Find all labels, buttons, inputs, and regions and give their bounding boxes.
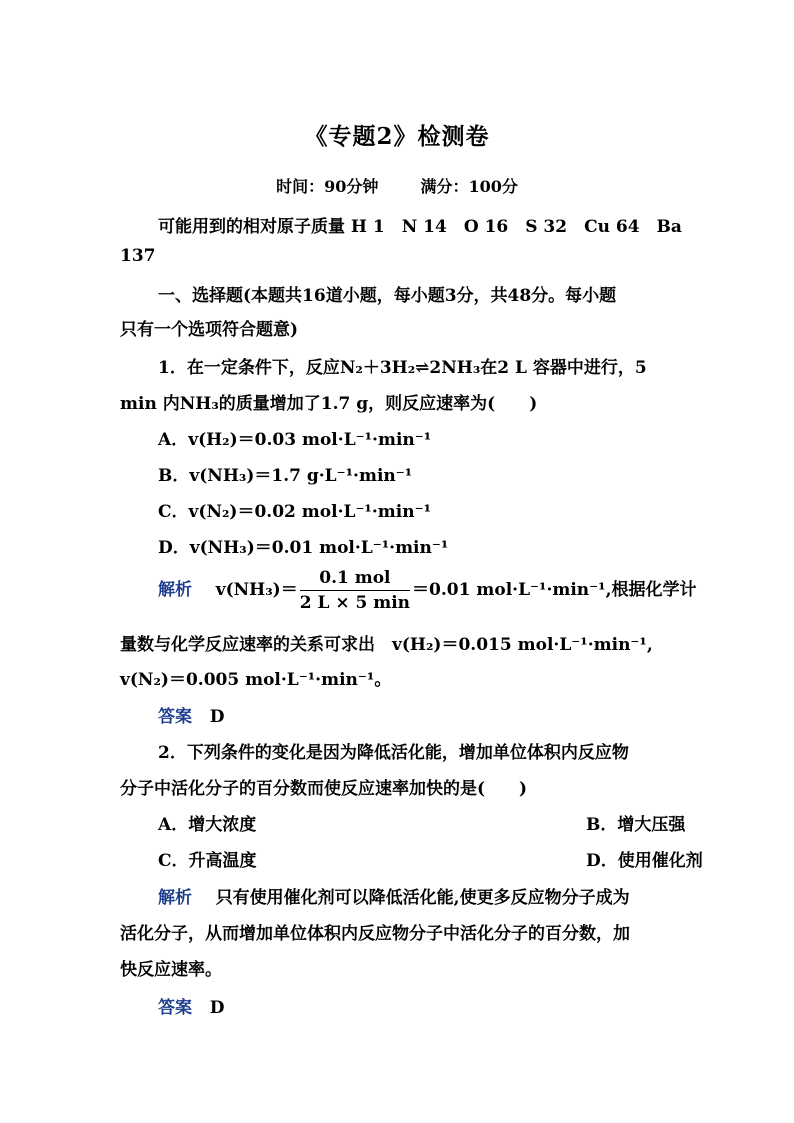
time-limit: 时间：90分钟 — [276, 177, 379, 196]
fraction-numerator: 0.1 mol — [300, 568, 410, 591]
q1-option-c: C．v(N₂)＝0.02 mol·L⁻¹·min⁻¹ — [158, 502, 432, 522]
q2-answer — [158, 993, 718, 1018]
q1-option-d: D．v(NH₃)＝0.01 mol·L⁻¹·min⁻¹ — [158, 538, 449, 558]
q1-option-b: B．v(NH₃)＝1.7 g·L⁻¹·min⁻¹ — [158, 466, 413, 486]
analysis-label: 解析 — [158, 580, 192, 600]
q1-analysis-line-2: 量数与化学反应速率的关系可求出 v(H₂)＝0.015 mol·L⁻¹·min⁻¹, — [120, 635, 653, 655]
answer-label: 答案 — [158, 998, 192, 1018]
section-heading-line-2: 只有一个选项符合题意) — [120, 320, 299, 340]
q2-option-a: A．增大浓度 — [158, 815, 257, 835]
q2-stem-line-2: 分子中活化分子的百分数而使反应速率加快的是( ) — [120, 779, 528, 799]
analysis-formula-pre: v(NH₃)＝ — [215, 580, 298, 600]
page-title: 《专题2》检测卷 — [304, 123, 490, 150]
q2-option-b: B．增大压强 — [586, 815, 686, 835]
answer-value: D — [209, 707, 225, 727]
atomic-mass-line-1: 可能用到的相对原子质量 H 1 N 14 O 16 S 32 Cu 64 Ba — [158, 217, 682, 237]
q2-analysis-line-3: 快反应速率。 — [120, 960, 222, 980]
q2-option-row-1 — [158, 810, 718, 835]
analysis-label: 解析 — [158, 888, 192, 908]
q2-option-d: D．使用催化剂 — [586, 851, 703, 871]
answer-value: D — [209, 998, 225, 1018]
q2-stem-line-1: 2．下列条件的变化是因为降低活化能，增加单位体积内反应物 — [158, 743, 629, 763]
q2-option-c: C．升高温度 — [158, 851, 257, 871]
q1-stem-line-1: 1．在一定条件下，反应N₂＋3H₂⇌2NH₃在2 L 容器中进行，5 — [158, 358, 647, 378]
q2-analysis-line-2: 活化分子，从而增加单位体积内反应物分子中活化分子的百分数，加 — [120, 924, 630, 944]
q1-option-a: A．v(H₂)＝0.03 mol·L⁻¹·min⁻¹ — [158, 430, 432, 450]
q1-analysis-line-3: v(N₂)＝0.005 mol·L⁻¹·min⁻¹。 — [120, 670, 392, 690]
full-score: 满分：100分 — [420, 177, 518, 196]
fraction-denominator: 2 L × 5 min — [299, 593, 411, 613]
q2-analysis-line-1 — [158, 883, 718, 908]
exam-meta — [0, 174, 794, 197]
rate-fraction — [300, 568, 410, 613]
q1-stem-line-2: min 内NH₃的质量增加了1.7 g，则反应速率为( ) — [120, 394, 538, 414]
q2-option-row-2 — [158, 846, 718, 871]
analysis-formula-post: ＝0.01 mol·L⁻¹·min⁻¹,根据化学计 — [412, 580, 697, 600]
section-heading-line-1: 一、选择题(本题共16道小题，每小题3分，共48分。每小题 — [158, 286, 617, 306]
atomic-mass-line-2: 137 — [120, 246, 156, 266]
q1-answer — [158, 702, 718, 727]
q1-analysis-line-1 — [158, 568, 718, 613]
analysis-text: 只有使用催化剂可以降低活化能,使更多反应物分子成为 — [215, 888, 630, 908]
answer-label: 答案 — [158, 707, 192, 727]
